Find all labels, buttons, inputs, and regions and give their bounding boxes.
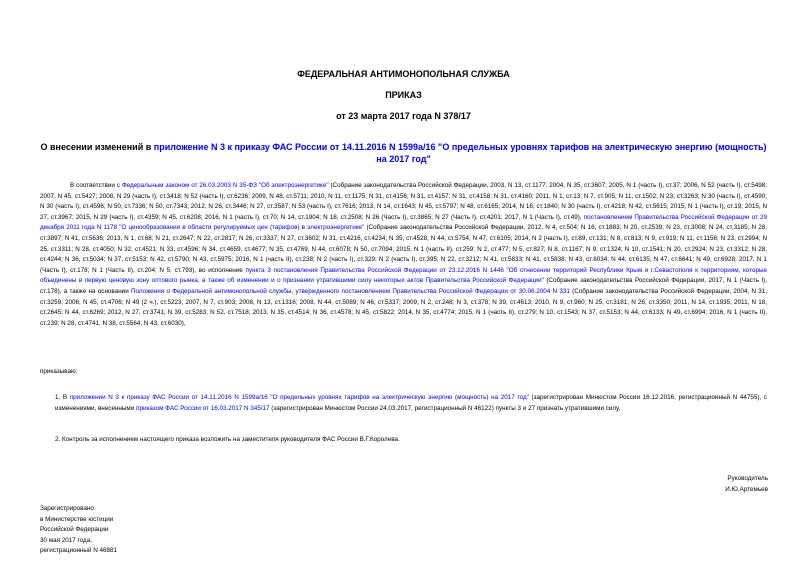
item-1-text-2: (зарегистрирован Минюстом России 24.03.2017, регистрационный N 46122) пункты 3 и 27 признать утратившими силу. — [269, 404, 621, 412]
doc-type: ПРИКАЗ — [385, 90, 422, 100]
item-1-text-1: (зарегистрирован Минюстом России 16.12.2016, регистрационный N 44755), с изменениями, внесенными — [55, 394, 767, 412]
item-1-order-345-link[interactable]: приказом ФАС России от 16.03.2017 N 345/17 — [136, 404, 270, 412]
title-prefix: О внесении изменений в — [40, 142, 154, 152]
signature-position: Руководитель — [727, 475, 768, 482]
registration-line-3: Российской Федерации — [40, 526, 109, 534]
signature-name: И.Ю.Артемьев — [725, 485, 768, 493]
preamble-text-3: (Собрание законодательства Российской Федерации, 2012, N 4, ст.504; N 16, ст.1883; N 20, ст.2539; N 23, ст.3008; N 24, ст.3185; N 28, ст.3897; N 41, ст.5636; 2013, N 1, ст.68; N 21, ст.2647; N 22, ст.2817; N 26, ст.3337; N 27, ст.3602; N 31, ст.4216, ст.4234; N 35, ст.4528; N 44, ст.5754; N 47, ст.6105; 2014, N 2 (часть I), ст.89, ст.131; N 8, ст.813; N 9, ст.919; N 11, ст.1156; N 23, ст.2994; N 25, ст.3311; N 28, ст.4050; N 32, ст.4521; N 33, ст.4596; N 34, ст.4659, ст.4677; N 35, ст.4769, N 44, ст.6078; N 50, ст.7094; 2015, N 1 (часть II), ст.259; N 2, ст.477; N 5, ст.827; N 8, ст.1167; N 9, ст.1324; N 10, ст.1541; N 20, ст.2924; N 23, ст.3312; N 28, ст.4244; N 36, ст.5034; N 37, ст.5153; N 42, ст.5790; N 43, ст.5975; 2016, N 1 (часть II), ст.238; N 2 (часть I), ст.329; N 2 (часть I), ст.395; N 22, ст.3212; N 41, ст.5833; N 41, ст.5838; N 43, ст.6034; N 44, ст.6135; N 47, ст.6641; N 49, ст.6928; 2017, N 1 (Часть I), ст.178; N 1 (Часть II), ст.204; N 5, ст.793), во исполнение — [40, 224, 767, 274]
title-link[interactable]: приложение N 3 к приказу ФАС России от 14.11.2016 N 1599а/16 "О предельных уровнях тарифов на электрическую энергию (мощность) на 2017 год" — [153, 142, 767, 164]
preamble-paragraph — [40, 181, 767, 329]
doc-date-number: от 23 марта 2017 года N 378/17 — [336, 111, 471, 121]
preamble-text-4: (Собрание законодательства Российской Федерации, 2017, N 1 (Часть I), ст.178), а также на основании — [40, 277, 768, 295]
registration-block — [40, 504, 117, 557]
preamble-text-2: (Собрание законодательства Российской Федерации, 2003, N 13, ст.1177; 2004, N 35, ст.3607; 2005, N 1 (часть I), ст.37; 2006, N 52 (часть I), ст.5498; 2007, N 45, ст.5427; 2008, N 29 (часть I), ст.3418; N 52 (часть I), ст.6236; 2009, N 48, ст.5711; 2010, N 11, ст.1175; N 31, ст.4156; N 31, ст.4157; N 31, ст.4158; N 31, ст.4160; 2011, N 1, ст.13; N 7, ст.905; N 11, ст.1502; N 23, ст.3263; N 30 (часть I), ст.4590; N 30 (часть I), ст.4596; N 50, ст.7336; N 50, ст.7343; 2012, N 26, ст.3446; N 27, ст.3587; N 53 (часть I), ст.7616; 2013, N 14, ст.1643; N 45, ст.5797; N 48, ст.6165; 2014, N 16, ст.1840; N 30 (часть I), ст.4218; N 42, ст.5615; 2015, N 1 (часть I), ст.19; 2015, N 27, ст.3967; 2015, N 29 (часть I), ст.4359; N 45, ст.6208; 2016, N 1 (часть I), ст.70; N 14, ст.1904; N 18, ст.2508; N 26 (Часть I), ст.3865; N 27 (Часть I), ст.4201; 2017, N 1 (Часть I), ст.49), — [40, 182, 767, 221]
preamble-text-5: (Собрание законодательства Российской Федерации, 2004, N 31, ст.3259; 2006, N 45, ст.4706; N 49 (2 ч.), ст.5223; 2007, N 7, ст.903; 2008, N 13, ст.1316; 2008, N 44, ст.5089; N 46, ст.5337; 2009, N 2, ст.248; N 3, ст.378; N 39, ст.4613; 2010, N 9, ст.960; N 25, ст.3181; N 26, ст.3350; 2011, N 14, ст.1935; 2011, N 18, ст.2645; N 44, ст.6269; 2012, N 27, ст.3741; N 39, ст.5283; N 52, ст.7518; 2013, N 35, ст.4514; N 36, ст.4578; N 45, ст.5822; 2014, N 35, ст.4774; 2015, N 1 (часть II), ст.279; N 10, ст.1543; N 37, ст.5153; N 44, ст.6133; N 49, ст.6994; 2016, N 1 (часть II), ст.239; N 28, ст.4741, N 38, ст.5564, N 43, ст.6030), — [40, 287, 768, 327]
order-item-2: 2. Контроль за исполнением настоящего приказа возложить на заместителя руководителя ФАС России В.Г.Королева. — [55, 436, 400, 443]
resolution-1178-link[interactable]: постановлением Правительства Российской Федерации от 29 декабря 2011 года N 1178 "О ценообразовании в области регулируемых цен (тарифов) в электроэнергетике" — [40, 213, 768, 232]
order-word: приказываю: — [40, 368, 78, 375]
federal-law-link[interactable]: Федеральным законом от 26.03.2003 N 35-ФЗ "Об электроэнергетике" — [121, 182, 329, 189]
registration-line-4: 30 мая 2017 года, — [40, 536, 92, 544]
registration-line-2: в Министерстве юстиции — [40, 515, 114, 523]
item-1-number: 1. В — [55, 394, 70, 401]
registration-line-1: Зарегистрировано — [40, 505, 94, 512]
doc-title — [40, 141, 767, 165]
regulation-331-link[interactable]: Положения о Федеральной антимонопольной службы, утвержденного постановлением Правительства Российской Федерации от 30.06.2004 N 331 — [131, 287, 570, 295]
order-item-1 — [55, 393, 767, 414]
resolution-1446-link[interactable]: пункта 3 постановления Правительства Российской Федерации от 23.12.2016 N 1446 "Об отнесении территорий Республики Крым и г.Севастополя к территориям, которые объединены в первую ценовую зону оптового рынка, а также об изменении и о признании утратившими силу некоторых актов Правительства Российской Федерации" — [40, 266, 767, 285]
item-1-appendix-link[interactable]: приложении N 3 к приказу ФАС России от 14.11.2016 N 1599а/16 "О предельных уровнях тарифов на электрическую энергию (мощность) на 2017 год" — [69, 394, 529, 401]
agency-name: ФЕДЕРАЛЬНАЯ АНТИМОНОПОЛЬНАЯ СЛУЖБА — [297, 69, 510, 79]
signature-block — [725, 474, 768, 495]
registration-line-5: регистрационный N 46881 — [40, 547, 118, 555]
preamble-text-1: В соответствии с — [70, 182, 122, 189]
